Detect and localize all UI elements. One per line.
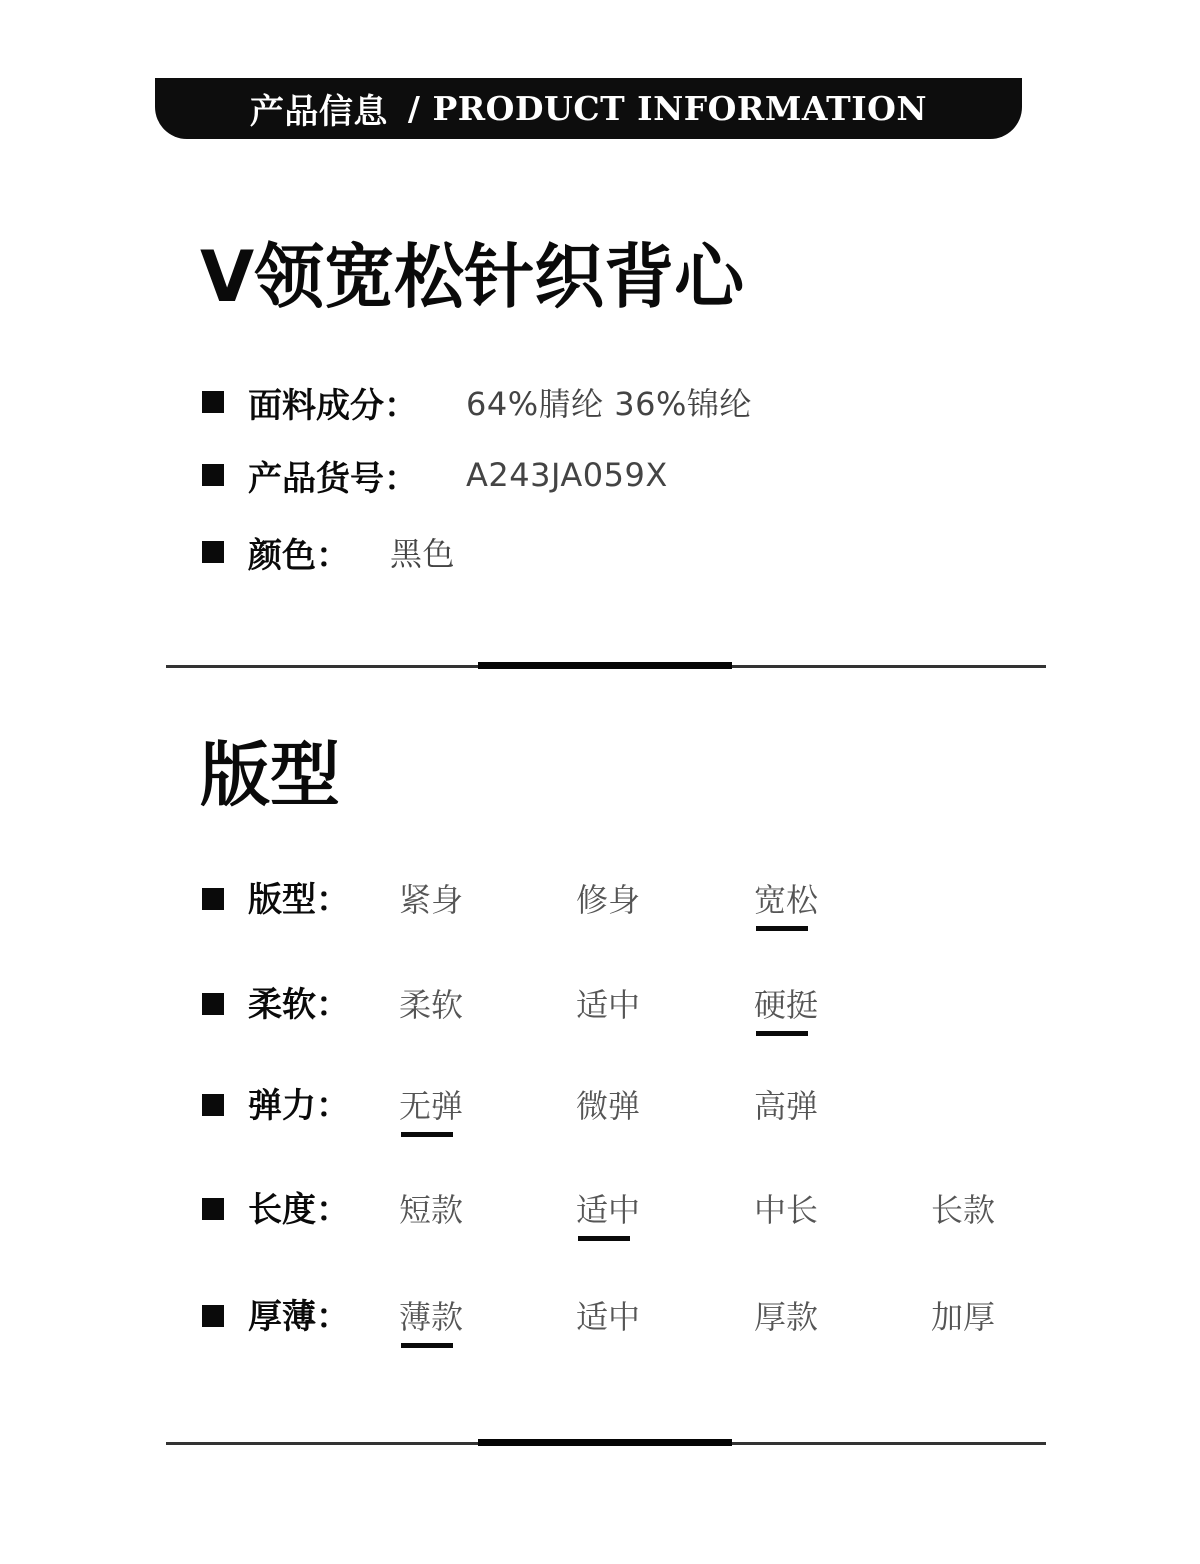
option-text: 长款 — [930, 1191, 995, 1229]
attribute-option — [396, 880, 466, 920]
option-text: 适中 — [575, 986, 640, 1024]
option-text: 微弹 — [575, 1087, 640, 1125]
attribute-label: 厚薄： — [248, 1297, 350, 1337]
divider-accent — [478, 1439, 732, 1446]
bullet-square-icon — [202, 1305, 224, 1327]
selected-underline — [578, 1236, 630, 1241]
attribute-row — [202, 1297, 1102, 1357]
banner-title-zh: 产品信息 — [249, 92, 388, 132]
attribute-row — [202, 985, 1102, 1045]
option-text: 硬挺 — [753, 986, 818, 1024]
selected-underline — [401, 1132, 453, 1137]
attribute-option — [573, 1297, 643, 1337]
option-text: 适中 — [575, 1191, 640, 1229]
info-row-color — [202, 530, 456, 576]
info-label: 面料成分： — [248, 385, 418, 426]
info-label: 颜色： — [248, 535, 350, 576]
info-row-fabric — [202, 380, 752, 426]
bullet-square-icon — [202, 888, 224, 910]
info-row-sku — [202, 453, 668, 499]
attribute-option — [396, 1190, 466, 1230]
option-text: 适中 — [575, 1298, 640, 1336]
selected-underline — [756, 1031, 808, 1036]
section-divider — [166, 665, 1046, 668]
banner-title-en: / PRODUCT INFORMATION — [407, 89, 928, 128]
attribute-option — [573, 1086, 643, 1126]
bullet-square-icon — [202, 464, 224, 486]
attribute-option — [751, 1190, 821, 1230]
attribute-option-selected — [751, 880, 821, 920]
option-text: 柔软 — [398, 986, 463, 1024]
attribute-option — [928, 1190, 998, 1230]
attribute-option — [573, 985, 643, 1025]
info-label: 产品货号： — [248, 458, 418, 499]
option-text: 厚款 — [753, 1298, 818, 1336]
attribute-option-selected — [396, 1297, 466, 1337]
option-text: 薄款 — [398, 1298, 463, 1336]
attribute-label: 弹力： — [248, 1086, 350, 1126]
info-value: 黑色 — [390, 535, 456, 573]
attribute-row — [202, 1190, 1102, 1250]
section-divider — [166, 1442, 1046, 1445]
section-banner — [155, 78, 1022, 139]
attribute-option-selected — [751, 985, 821, 1025]
attribute-option — [751, 1297, 821, 1337]
bullet-square-icon — [202, 1094, 224, 1116]
attribute-label: 柔软： — [248, 985, 350, 1025]
attribute-option-selected — [573, 1190, 643, 1230]
attribute-row — [202, 880, 1102, 940]
divider-accent — [478, 662, 732, 669]
option-text: 修身 — [575, 881, 640, 919]
attribute-row — [202, 1086, 1102, 1146]
option-text: 短款 — [398, 1191, 463, 1229]
attribute-option — [928, 1297, 998, 1337]
option-text: 中长 — [753, 1191, 818, 1229]
attribute-option — [573, 880, 643, 920]
bullet-square-icon — [202, 1198, 224, 1220]
product-title: V领宽松针织背心 — [200, 236, 745, 318]
selected-underline — [756, 926, 808, 931]
bullet-square-icon — [202, 993, 224, 1015]
bullet-square-icon — [202, 391, 224, 413]
attribute-label: 长度： — [248, 1190, 350, 1230]
attribute-option-selected — [396, 1086, 466, 1126]
bullet-square-icon — [202, 541, 224, 563]
info-value: 64%腈纶 36%锦纶 — [466, 385, 752, 423]
option-text: 无弹 — [398, 1087, 463, 1125]
option-text: 高弹 — [753, 1087, 818, 1125]
option-text: 加厚 — [930, 1298, 995, 1336]
info-value: A243JA059X — [466, 456, 668, 494]
selected-underline — [401, 1343, 453, 1348]
attribute-option — [751, 1086, 821, 1126]
option-text: 宽松 — [753, 881, 818, 919]
option-text: 紧身 — [398, 881, 463, 919]
section-title-fit: 版型 — [200, 734, 340, 816]
attribute-label: 版型： — [248, 880, 350, 920]
attribute-option — [396, 985, 466, 1025]
